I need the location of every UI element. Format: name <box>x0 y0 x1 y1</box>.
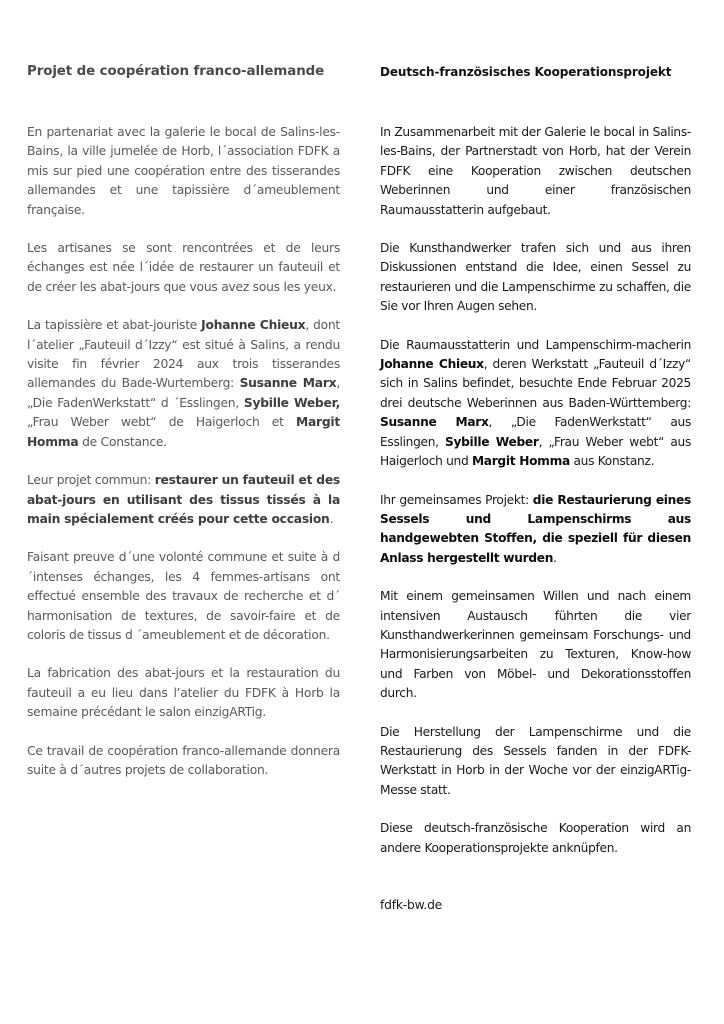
french-paragraphs <box>27 123 340 780</box>
paragraph <box>27 548 340 645</box>
text-run: de Constance. <box>78 434 167 449</box>
text-run: , „Frau Weber webt“ aus Haigerloch und <box>380 434 691 469</box>
text-run: In Zusammenarbeit mit der Galerie le bocal in Salins-les-Bains, der Partnerstadt von Horb, hat der Verein FDFK eine Kooperation zwischen deutschen Weberinnen und einer französischen Raumausstatterin aufgebaut. <box>380 125 691 217</box>
text-run: , deren Werkstatt „Fauteuil d´Izzy“ sich in Salins befindet, besuchte Ende Februar 2025 drei deutsche Weberinnen aus Baden-Württemberg: <box>380 357 691 410</box>
paragraph <box>380 123 691 220</box>
bold-text: Sybille Weber <box>445 434 539 449</box>
paragraph <box>27 471 340 529</box>
german-title: Deutsch-französisches Kooperationsprojekt <box>380 65 672 79</box>
bold-text: Johanne Chieux <box>380 357 484 372</box>
bold-text: Johanne Chieux <box>201 318 306 333</box>
text-run: Die Raumausstatterin und Lampenschirm-macherin <box>380 337 691 352</box>
text-run: La tapissière et abat-jouriste <box>27 318 202 333</box>
text-run: La fabrication des abat-jours et la restauration du fauteuil a eu lieu dans l’atelier du FDFK à Horb la semaine précédant le salon einzigARTig. <box>27 666 340 720</box>
paragraph <box>27 239 340 297</box>
text-run: , „Die FadenWerkstatt“ aus Esslingen, <box>380 415 691 449</box>
text-run: Die Herstellung der Lampenschirme und die Restaurierung des Sessels fanden in der FDFK-Werkstatt in Horb in der Woche vor der einzigARTig-Messe statt. <box>380 724 691 797</box>
text-run: Die Kunsthandwerker trafen sich und aus ihren Diskussionen entstand die Idee, einen Sessel zu restaurieren und die Lampenschirme zu schaffen, die Sie vor Ihren Augen sehen. <box>380 241 691 314</box>
french-title: Projet de coopération franco-allemande <box>27 64 325 79</box>
text-run: aus Konstanz. <box>569 454 655 469</box>
paragraph <box>27 316 340 452</box>
text-run: Leur projet commun: <box>27 473 155 488</box>
paragraph <box>27 123 340 220</box>
french-column <box>27 60 340 780</box>
paragraph <box>380 587 691 703</box>
bold-text: Sybille Weber, <box>243 395 341 410</box>
paragraph <box>27 664 340 722</box>
paragraph <box>380 239 691 317</box>
german-column <box>380 60 691 915</box>
bold-text: Susanne Marx <box>239 376 337 391</box>
paragraph <box>27 742 340 781</box>
paragraph <box>380 336 691 472</box>
bold-text: die Restaurierung eines Sessels und Lampenschirms aus handgewebten Stoffen, die speziell für diesen Anlass hergestellt wurden <box>380 492 691 565</box>
bold-text: Susanne Marx <box>380 415 489 430</box>
text-run: „Frau Weber webt“ de Haigerloch et <box>27 415 296 430</box>
text-run: Ihr gemeinsames Projekt: <box>380 492 533 507</box>
bold-text: Margit Homma <box>471 454 570 469</box>
paragraph <box>380 819 691 858</box>
text-run: Mit einem gemeinsamen Willen und nach einem intensiven Austausch führten die vier Kunsthandwerkerinnen gemeinsam Forschungs- und Harmonisierungsarbeiten zu Texturen, Know-how und Farben von Möbel- und Dekorationsstoffen durch. <box>380 589 691 701</box>
text-run: . <box>329 511 334 526</box>
text-run: , dont l´atelier „Fauteuil d´Izzy“ est situé à Salins, a rendu visite fin février 2024 aux trois tisserandes allemandes du Bade-Wurtemberg: <box>27 318 340 391</box>
website-link[interactable]: fdfk-bw.de <box>380 898 443 912</box>
text-run: . <box>553 550 557 565</box>
bold-text: Margit Homma <box>27 415 340 449</box>
text-run: , „Die FadenWerkstatt“ d ´Esslingen, <box>27 376 340 410</box>
text-run: En partenariat avec la galerie le bocal de Salins-les-Bains, la ville jumelée de Horb, l´association FDFK a mis sur pied une coopération entre des tisserandes allemandes et une tapissière d´ameublement française. <box>27 125 340 217</box>
text-run: Les artisanes se sont rencontrées et de leurs échanges est née l´idée de restaurer un fauteuil et de créer les abat-jours que vous avez sous les yeux. <box>27 241 340 294</box>
paragraph <box>380 491 691 569</box>
text-run: Faisant preuve d´une volonté commune et suite à d´intenses échanges, les 4 femmes-artisans ont effectué ensemble des travaux de recherche et d´ harmonisation de textures, de savoir-faire et de coloris de tissus d ´ameublement et de décoration. <box>27 550 340 642</box>
paragraph <box>380 723 691 801</box>
text-run: Diese deutsch-französische Kooperation wird an andere Kooperationsprojekte anknüpfen. <box>380 821 691 855</box>
bold-text: restaurer un fauteuil et des abat-jours en utilisant des tissus tissés à la main spécialement créés pour cette occasion <box>27 473 340 526</box>
german-paragraphs <box>380 123 691 858</box>
text-run: Ce travail de coopération franco-allemande donnera suite à d´autres projets de collaboration. <box>27 743 340 777</box>
